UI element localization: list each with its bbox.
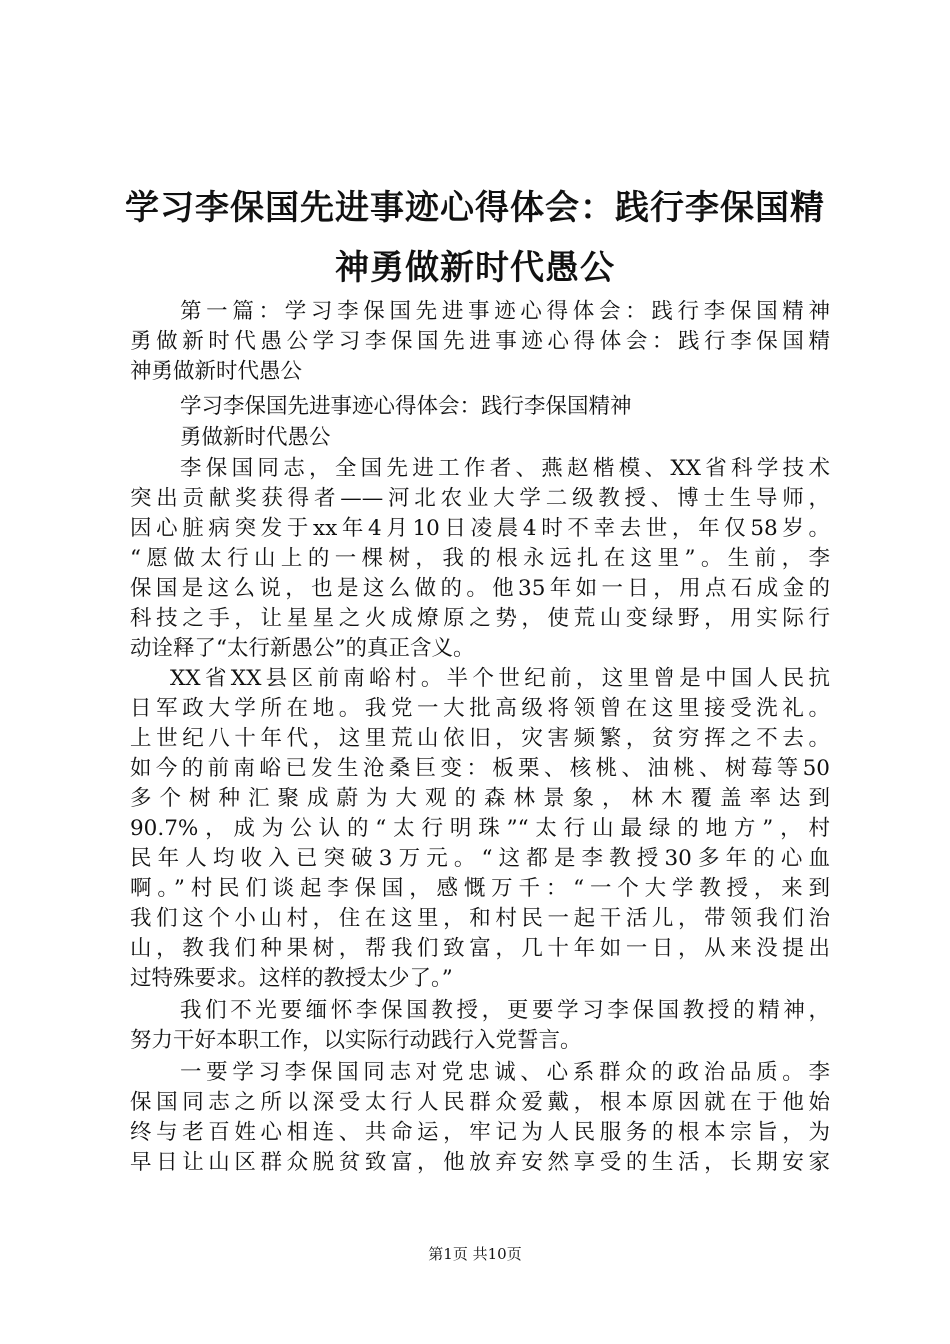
body-line: 保国是这么说，也是这么做的。他35年如一日，用点石成金的 xyxy=(130,576,830,601)
body-line: 如今的前南峪已发生沧桑巨变：板栗、核桃、油桃、树莓等50 xyxy=(130,756,830,781)
body-line: 勇做新时代愚公 xyxy=(180,425,331,450)
body-line: 山，教我们种果树，帮我们致富，几十年如一日，从来没提出 xyxy=(130,936,830,961)
body-line: 民年人均收入已突破3万元。“这都是李教授30多年的心血 xyxy=(130,846,830,871)
body-line: 过特殊要求。这样的教授太少了。” xyxy=(130,966,453,991)
body-line: 早日让山区群众脱贫致富，他放弃安然享受的生活，长期安家 xyxy=(130,1150,830,1175)
body-line: 保国同志之所以深受太行人民群众爱戴，根本原因就在于他始 xyxy=(130,1090,830,1115)
body-line: 神勇做新时代愚公 xyxy=(130,359,303,384)
body-line: 多个树种汇聚成蔚为大观的森林景象，林木覆盖率达到 xyxy=(130,786,830,811)
body-line: 上世纪八十年代，这里荒山依旧，灾害频繁，贫穷挥之不去。 xyxy=(130,726,830,751)
body-line: XX省XX县区前南峪村。半个世纪前，这里曾是中国人民抗 xyxy=(170,666,830,691)
body-line: 因心脏病突发于xx年4月10日凌晨4时不幸去世，年仅58岁。 xyxy=(130,516,830,541)
body-line: 努力干好本职工作，以实际行动践行入党誓言。 xyxy=(130,1028,582,1053)
body-line: 李保国同志，全国先进工作者、燕赵楷模、XX省科学技术 xyxy=(180,456,830,481)
body-line: 终与老百姓心相连、共命运，牢记为人民服务的根本宗旨，为 xyxy=(130,1120,830,1145)
body-line: 日军政大学所在地。我党一大批高级将领曾在这里接受洗礼。 xyxy=(130,696,830,721)
body-line: 第一篇：学习李保国先进事迹心得体会：践行李保国精神 xyxy=(180,299,830,324)
document-title-line-2: 神勇做新时代愚公 xyxy=(335,248,615,288)
body-line: 一要学习李保国同志对党忠诚、心系群众的政治品质。李 xyxy=(180,1060,830,1085)
document-title-line-1: 学习李保国先进事迹心得体会：践行李保国精 xyxy=(125,188,825,228)
body-line: 90.7%，成为公认的“太行明珠”“太行山最绿的地方”，村 xyxy=(130,816,830,841)
body-line: 我们这个小山村，住在这里，和村民一起干活儿，带领我们治 xyxy=(130,906,830,931)
body-line: 啊。”村民们谈起李保国，感慨万千：“一个大学教授，来到 xyxy=(130,876,830,901)
body-line: 勇做新时代愚公学习李保国先进事迹心得体会：践行李保国精 xyxy=(130,329,830,354)
body-line: “愿做太行山上的一棵树，我的根永远扎在这里”。生前，李 xyxy=(130,546,830,571)
page-number-footer: 第1页 共10页 xyxy=(428,1245,522,1263)
body-line: 学习李保国先进事迹心得体会：践行李保国精神 xyxy=(180,394,632,419)
body-line: 我们不光要缅怀李保国教授，更要学习李保国教授的精神， xyxy=(180,998,830,1023)
body-line: 突出贡献奖获得者——河北农业大学二级教授、博士生导师， xyxy=(130,486,830,511)
body-line: 动诠释了“太行新愚公”的真正含义。 xyxy=(130,636,475,661)
body-line: 科技之手，让星星之火成燎原之势，使荒山变绿野，用实际行 xyxy=(130,606,830,631)
